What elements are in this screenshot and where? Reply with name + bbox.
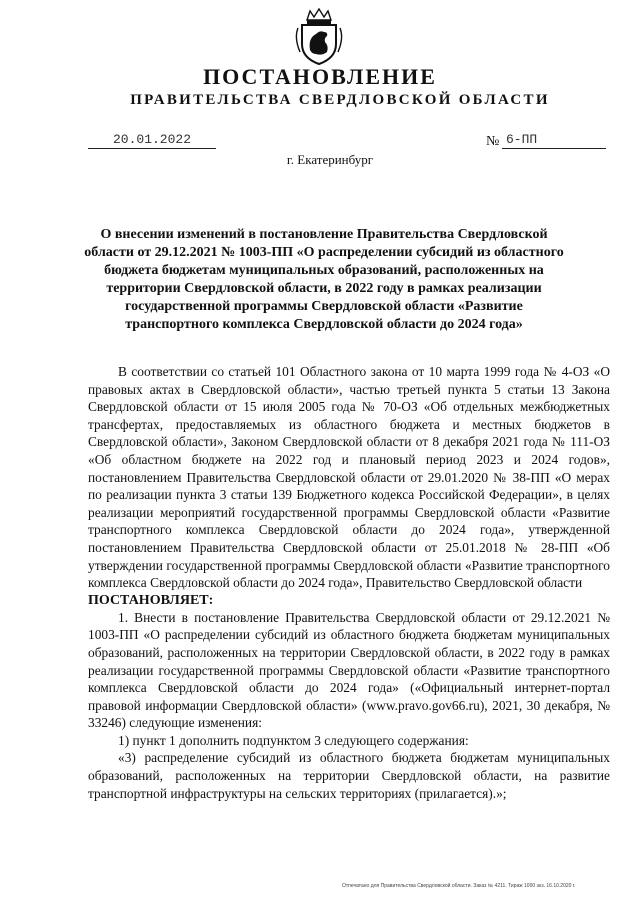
item-1-1-paragraph: 1) пункт 1 дополнить подпунктом 3 следующего содержания: — [118, 732, 469, 748]
number-label: № — [486, 134, 500, 149]
document-date: 20.01.2022 — [88, 132, 216, 149]
item-1-1-text-paragraph: «3) распределение субсидий из областного бюджета бюджетам муниципальных образований, расположенных на территории Свердловской области, на развитие транспортной инфраструктуры на сельских территориях (прилагается).»; — [88, 750, 610, 801]
coat-of-arms-icon — [294, 8, 344, 66]
city: г. Екатеринбург — [286, 152, 374, 167]
document-type-title: ПОСТАНОВЛЕНИЕ — [203, 64, 437, 89]
issuing-authority: ПРАВИТЕЛЬСТВА СВЕРДЛОВСКОЙ ОБЛАСТИ — [130, 92, 550, 108]
document-body — [88, 363, 610, 802]
preamble-paragraph: В соответствии со статьей 101 Областного закона от 10 марта 1999 года № 4-ОЗ «О правовых актах в Свердловской области», частью третьей пункта 5 статьи 13 Закона Свердловской области от 15 июля 2005 года № 70-ОЗ «Об отдельных межбюджетных трансфертах, предоставляемых из областного бюджета и местных бюджетов в Свердловской области», Законом Свердловской области от 8 декабря 2021 года № 111-ОЗ «Об областном бюджете на 2022 год и плановый период 2023 и 2024 годов», постановлением Правительства Свердловской области от 29.01.2020 № 38-ПП «О мерах по реализации пункта 3 статьи 139 Бюджетного кодекса Российской Федерации», в целях реализации мероприятий государственной программы Свердловской области «Развитие транспортного комплекса Свердловской области до 2024 года», утвержденной постановлением Правительства Свердловской области от 25.01.2018 № 28-ПП «Об утверждении государственной программы Свердловской области «Развитие транспортного комплекса Свердловской области до 2024 года», Правительство Свердловской области — [88, 364, 610, 591]
document-heading: О внесении изменений в постановление Правительства Свердловской области от 29.12.2021 № 1003-ПП «О распределении субсидий из областного бюджета бюджетам муниципальных образований, расположенных на территории Свердловской области, в 2022 году в рамках реализации государственной программы Свердловской области «Развитие транспортного комплекса Свердловской области до 2024 года» — [84, 227, 564, 332]
decree-word: ПОСТАНОВЛЯЕТ: — [88, 592, 214, 608]
item-1-paragraph: 1. Внести в постановление Правительства Свердловской области от 29.12.2021 № 1003-ПП «О распределении субсидий из областного бюджета бюджетам муниципальных образований, расположенных на территории Свердловской области, в 2022 году в рамках реализации государственной программы Свердловской области «Развитие транспортного комплекса Свердловской области до 2024 года» («Официальный интернет-портал правовой информации Свердловской области» (www.pravo.gov66.ru), 2021, 30 декабря, № 33246) следующие изменения: — [88, 609, 610, 731]
print-imprint: Отпечатано для Правительства Свердловской области. Заказ № 4211. Тираж 1000 экз. 16.10.2020 г. — [342, 883, 576, 889]
document-number: 6-ПП — [502, 132, 606, 149]
